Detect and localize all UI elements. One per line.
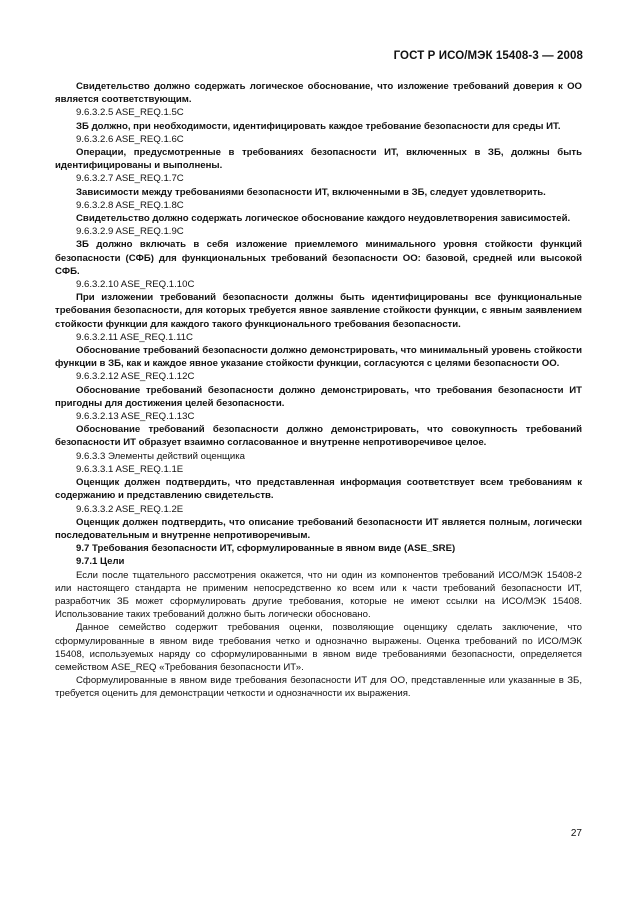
- body-paragraph: 9.6.3.3 Элементы действий оценщика: [76, 450, 246, 462]
- body-paragraph: Сформулированные в явном виде требования безопасности ИТ для ОО, представленные или указанные в ЗБ, требуется оценить для демонстрации четкости и однозначности их выражения.: [55, 675, 582, 700]
- body-paragraph-bold: Свидетельство должно содержать логическое обоснование, что изложение требований доверия к ОО является соответствующим.: [55, 81, 582, 106]
- body-paragraph: Данное семейство содержит требования оценки, позволяющие оценщику сделать заключение, что сформулированные в явном виде требования четко и однозначно выражены. Оценка требований по ИСО/МЭК 15408, используемых наряду со сформулированными в явном виде требованиями безопасности, определяется семейством ASE_REQ «Требования безопасности ИТ».: [55, 622, 582, 673]
- body-paragraph-bold: Обоснование требований безопасности должно демонстрировать, что совокупность требований безопасности ИТ образует взаимно согласованное и внутренне непротиворечивое целое.: [55, 424, 582, 449]
- body-paragraph: 9.6.3.3.2 ASE_REQ.1.2E: [76, 503, 184, 515]
- page-number: 27: [570, 828, 582, 839]
- body-paragraph: 9.6.3.2.11 ASE_REQ.1.11C: [76, 331, 193, 343]
- body-paragraph-bold: Оценщик должен подтвердить, что описание требований безопасности ИТ является полным, логически последовательным и внутренне непротиворечивым.: [55, 516, 582, 541]
- body-paragraph: Если после тщательного рассмотрения окажется, что ни один из компонентов требований ИСО/МЭК 15408-2 или настоящего стандарта не применим непосредственно ко всем или к части требований безопасности ИТ, разработчик ЗБ может сформулировать другие требования, которые не имеют ссылки на ИСО/МЭК 15408. Использование таких требований должно быть логически обосновано.: [55, 569, 582, 621]
- body-paragraph-bold: Обоснование требований безопасности должно демонстрировать, что минимальный уровень стойкости функции в ЗБ, как и каждое явное указание стойкости функции, согласуются с целями безопасности ОО.: [55, 345, 582, 370]
- body-paragraph: 9.6.3.2.8 ASE_REQ.1.8C: [76, 199, 184, 211]
- body-paragraph-bold: Зависимости между требованиями безопасности ИТ, включенными в ЗБ, следует удовлетворить.: [76, 186, 546, 198]
- body-paragraph: 9.6.3.2.12 ASE_REQ.1.12C: [76, 371, 195, 383]
- body-paragraph: 9.6.3.2.13 ASE_REQ.1.13C: [76, 411, 195, 423]
- body-paragraph: 9.6.3.2.9 ASE_REQ.1.9C: [76, 226, 184, 238]
- body-paragraph-bold: Обоснование требований безопасности должно демонстрировать, что требования безопасности ИТ пригодны для достижения целей безопасности.: [55, 384, 582, 409]
- body-paragraph: 9.6.3.2.10 ASE_REQ.1.10C: [76, 279, 195, 291]
- standard-header: ГОСТ Р ИСО/МЭК 15408-3 — 2008: [393, 50, 583, 62]
- body-paragraph: 9.6.3.2.7 ASE_REQ.1.7C: [76, 173, 184, 185]
- body-paragraph: 9.6.3.3.1 ASE_REQ.1.1E: [76, 463, 184, 475]
- body-paragraph-bold: Операции, предусмотренные в требованиях безопасности ИТ, включенных в ЗБ, должны быть идентифицированы и выполнены.: [55, 147, 582, 172]
- body-paragraph: 9.6.3.2.5 ASE_REQ.1.5C: [76, 107, 184, 119]
- body-paragraph-bold: 9.7.1 Цели: [76, 556, 125, 568]
- body-paragraph-bold: Свидетельство должно содержать логическое обоснование каждого неудовлетворения зависимостей.: [76, 213, 571, 225]
- body-paragraph: 9.6.3.2.6 ASE_REQ.1.6C: [76, 133, 184, 145]
- body-paragraph-bold: 9.7 Требования безопасности ИТ, сформулированные в явном виде (ASE_SRE): [76, 543, 456, 555]
- document-body: [55, 80, 582, 701]
- body-paragraph-bold: ЗБ должно включать в себя изложение приемлемого минимального уровня стойкости функций безопасности (СФБ) для функциональных требований безопасности ОО: базовой, средней или высокой СФБ.: [55, 239, 582, 277]
- body-paragraph-bold: ЗБ должно, при необходимости, идентифицировать каждое требование безопасности для среды ИТ.: [76, 120, 561, 132]
- body-paragraph-bold: Оценщик должен подтвердить, что представленная информация соответствует всем требованиям к содержанию и представлению свидетельств.: [55, 477, 582, 502]
- body-paragraph-bold: При изложении требований безопасности должны быть идентифицированы все функциональные требования безопасности, для которых требуется явное заявление стойкости функции, с явным заявлением стойкости функции для каждого такого функционального требования безопасности.: [55, 292, 582, 330]
